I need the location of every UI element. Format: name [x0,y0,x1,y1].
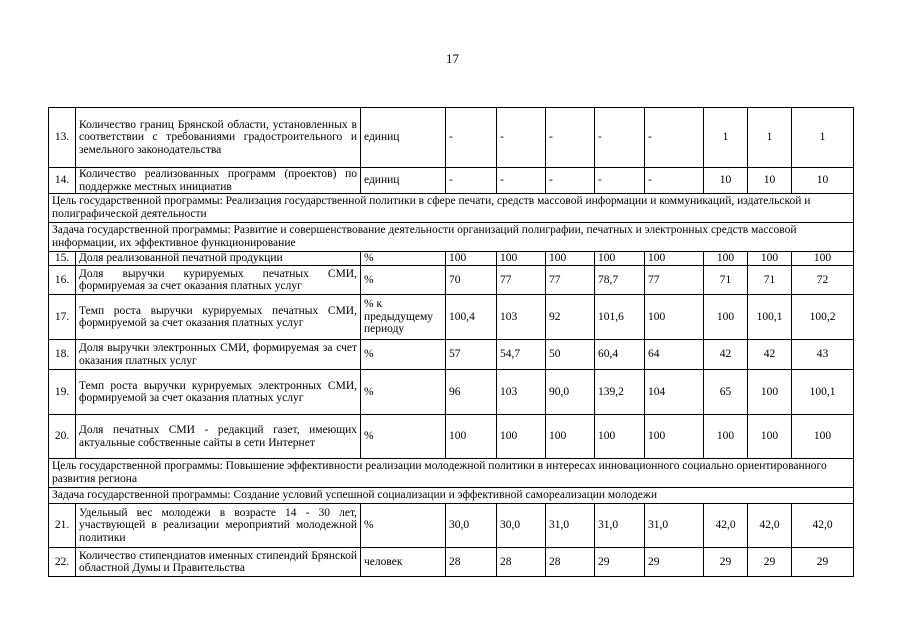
value-cell: 103 [497,370,546,415]
row-number: 15. [49,252,76,266]
indicator-name: Удельный вес молодежи в возрасте 14 - 30 лет, участвующей в реализации мероприятий молодежной политики [76,504,361,548]
value-cell: 31,0 [546,504,595,548]
table-row [49,108,854,168]
value-cell: 64 [645,340,704,370]
value-cell: 77 [497,266,546,295]
unit-cell: человек [361,548,446,577]
value-cell: 10 [748,168,792,194]
value-cell: 100 [497,415,546,459]
row-number: 22. [49,548,76,577]
value-cell: 77 [546,266,595,295]
value-cell: 42 [748,340,792,370]
section-task-1: Задача государственной программы: Развитие и совершенствование деятельности организаций полиграфии, печатных и электронных средств массовой информации, их эффективное функционирование [49,223,854,252]
value-cell: 100 [704,252,748,266]
value-cell: 100 [645,252,704,266]
section-goal-2: Цель государственной программы: Повышение эффективности реализации молодежной политики в интересах инновационного социально ориентированного развития региона [49,459,854,488]
value-cell: 28 [546,548,595,577]
value-cell: 100,1 [792,370,854,415]
value-cell: - [497,168,546,194]
value-cell: 100,1 [748,295,792,340]
value-cell: 71 [704,266,748,295]
table-row [49,266,854,295]
value-cell: 100 [792,252,854,266]
value-cell: 139,2 [595,370,645,415]
unit-cell: % [361,340,446,370]
indicator-name: Темп роста выручки курируемых электронных СМИ, формируемой за счет оказания платных услуг [76,370,361,415]
indicator-name: Количество границ Брянской области, установленных в соответствии с требованиями градостроительного и земельного законодательства [76,108,361,168]
value-cell: 29 [645,548,704,577]
value-cell: 100 [645,415,704,459]
value-cell: 70 [446,266,497,295]
row-number: 19. [49,370,76,415]
value-cell: 100 [497,252,546,266]
section-goal-1: Цель государственной программы: Реализация государственной политики в сфере печати, средств массовой информации и коммуникаций, издательской и полиграфической деятельности [49,194,854,223]
row-number: 16. [49,266,76,295]
value-cell: 100 [704,415,748,459]
value-cell: 100 [595,252,645,266]
value-cell: 42 [704,340,748,370]
value-cell: 60,4 [595,340,645,370]
value-cell: - [497,108,546,168]
rows-c [49,504,854,577]
value-cell: 43 [792,340,854,370]
unit-cell: % к предыдущему периоду [361,295,446,340]
value-cell: - [595,108,645,168]
table-row [49,548,854,577]
value-cell: 100 [748,370,792,415]
value-cell: 57 [446,340,497,370]
table-row [49,340,854,370]
value-cell: - [546,108,595,168]
value-cell: 100 [595,415,645,459]
value-cell: 100 [446,415,497,459]
value-cell: - [645,108,704,168]
value-cell: - [546,168,595,194]
value-cell: 29 [792,548,854,577]
unit-cell: % [361,504,446,548]
value-cell: 100 [645,295,704,340]
value-cell: 54,7 [497,340,546,370]
value-cell: 30,0 [446,504,497,548]
unit-cell: единиц [361,168,446,194]
row-number: 17. [49,295,76,340]
unit-cell: % [361,266,446,295]
value-cell: 31,0 [645,504,704,548]
value-cell: 100 [546,252,595,266]
value-cell: - [645,168,704,194]
indicator-name: Доля печатных СМИ - редакций газет, имеющих актуальные собственные сайты в сети Интернет [76,415,361,459]
value-cell: 92 [546,295,595,340]
value-cell: 100,2 [792,295,854,340]
row-number: 13. [49,108,76,168]
table-row [49,168,854,194]
row-number: 20. [49,415,76,459]
value-cell: 10 [704,168,748,194]
value-cell: 50 [546,340,595,370]
value-cell: - [446,108,497,168]
value-cell: 42,0 [704,504,748,548]
value-cell: 29 [704,548,748,577]
value-cell: 65 [704,370,748,415]
value-cell: 96 [446,370,497,415]
value-cell: 100 [748,415,792,459]
row-number: 18. [49,340,76,370]
value-cell: 29 [595,548,645,577]
indicator-name: Количество реализованных программ (проектов) по поддержке местных инициатив [76,168,361,194]
value-cell: 1 [748,108,792,168]
indicator-name: Доля выручки электронных СМИ, формируемая за счет оказания платных услуг [76,340,361,370]
table-row [49,252,854,266]
value-cell: 72 [792,266,854,295]
unit-cell: % [361,252,446,266]
value-cell: 100 [704,295,748,340]
unit-cell: единиц [361,108,446,168]
section-task-2: Задача государственной программы: Создание условий успешной социализации и эффективной самореализации молодежи [49,488,854,504]
value-cell: 103 [497,295,546,340]
value-cell: 28 [497,548,546,577]
indicator-name: Доля выручки курируемых печатных СМИ, формируемая за счет оказания платных услуг [76,266,361,295]
value-cell: 77 [645,266,704,295]
value-cell: 42,0 [748,504,792,548]
value-cell: 1 [704,108,748,168]
value-cell: 100 [792,415,854,459]
value-cell: 90,0 [546,370,595,415]
value-cell: 31,0 [595,504,645,548]
indicators-table [48,107,854,577]
unit-cell: % [361,415,446,459]
indicator-name: Темп роста выручки курируемых печатных СМИ, формируемой за счет оказания платных услуг [76,295,361,340]
table-row [49,295,854,340]
unit-cell: % [361,370,446,415]
value-cell: 100 [748,252,792,266]
value-cell: 29 [748,548,792,577]
rows-a [49,108,854,194]
value-cell: 100 [446,252,497,266]
value-cell: 30,0 [497,504,546,548]
rows-b [49,252,854,459]
value-cell: 10 [792,168,854,194]
row-number: 14. [49,168,76,194]
table-row [49,370,854,415]
indicator-name: Доля реализованной печатной продукции [76,252,361,266]
value-cell: - [595,168,645,194]
value-cell: 101,6 [595,295,645,340]
table-row [49,504,854,548]
value-cell: 100,4 [446,295,497,340]
value-cell: 100 [546,415,595,459]
value-cell: 28 [446,548,497,577]
page-number: 17 [446,51,459,66]
table-row [49,415,854,459]
value-cell: 78,7 [595,266,645,295]
value-cell: - [446,168,497,194]
row-number: 21. [49,504,76,548]
value-cell: 42,0 [792,504,854,548]
value-cell: 1 [792,108,854,168]
value-cell: 71 [748,266,792,295]
indicator-name: Количество стипендиатов именных стипендий Брянской областной Думы и Правительства [76,548,361,577]
value-cell: 104 [645,370,704,415]
